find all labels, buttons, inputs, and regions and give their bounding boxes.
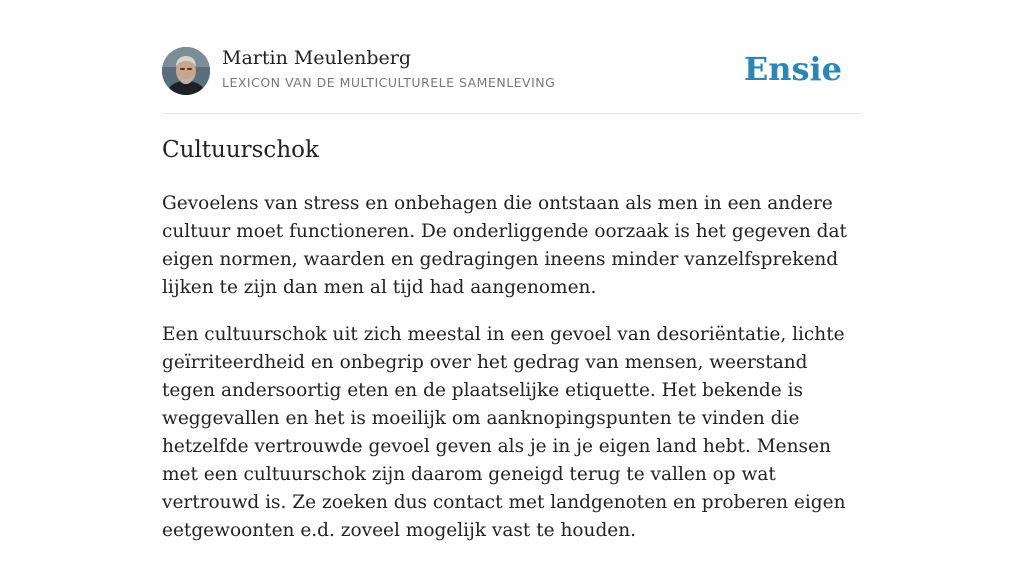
- article-title: Cultuurschok: [162, 137, 319, 163]
- article-body: [162, 190, 862, 564]
- brand-logo[interactable]: Ensie: [743, 50, 842, 88]
- article-card: [162, 0, 862, 541]
- author-portrait-icon: [162, 47, 210, 95]
- article-paragraph: Gevoelens van stress en onbehagen die ontstaan als men in een andere cultuur moet functioneren. De onderliggende oorzaak is het gegeven dat eigen normen, waarden en gedragingen ineens minder vanzelfsprekend lijken te zijn dan men al tijd had aangenomen.: [162, 193, 847, 298]
- article-paragraph: Een cultuurschok uit zich meestal in een gevoel van desoriëntatie, lichte geïrriteerdheid en onbegrip over het gedrag van mensen, weerstand tegen andersoortig eten en de plaatselijke etiquette. Het bekende is weggevallen en het is moeilijk om aanknopingspunten te vinden die hetzelfde vertrouwde gevoel geven als je in je eigen land hebt. Mensen met een cultuurschok zijn daarom geneigd terug te vallen op wat vertrouwd is. Ze zoeken dus contact met landgenoten en proberen eigen eetgewoonten e.d. zoveel mogelijk vast te houden.: [162, 324, 846, 541]
- author-name[interactable]: Martin Meulenberg: [222, 47, 411, 69]
- article-header: [162, 46, 862, 96]
- publication-name[interactable]: LEXICON VAN DE MULTICULTURELE SAMENLEVING: [222, 75, 556, 90]
- author-avatar[interactable]: [162, 47, 210, 95]
- header-divider: [162, 113, 862, 114]
